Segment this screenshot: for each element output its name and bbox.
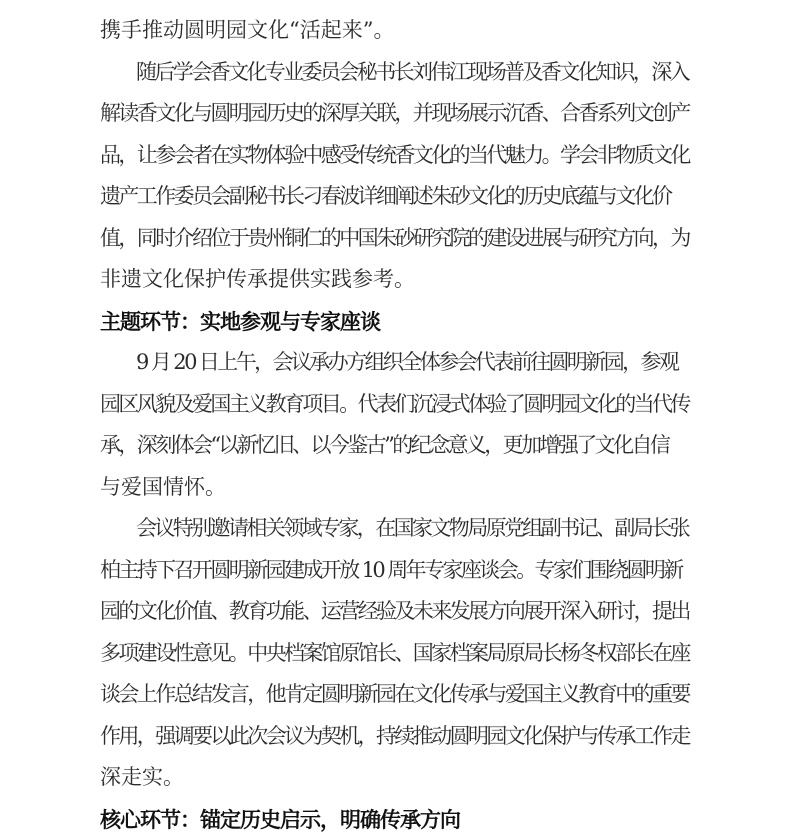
- body-text-line: 非遗文化保护传承提供实践参考。: [100, 267, 415, 291]
- body-text-line: 园的文化价值、教育功能、运营经验及未来发展方向展开深入研讨，提出: [100, 599, 689, 623]
- body-text-line: 承，深刻体会“以新忆旧、以今鉴古”的纪念意义，更加增强了文化自信: [100, 433, 669, 457]
- body-text-line: 作用，强调要以此次会议为契机，持续推动圆明园文化保护与传承工作走: [100, 723, 689, 748]
- body-text-line: 多项建设性意见。中央档案馆原馆长、国家档案局原局长杨冬权部长在座: [100, 640, 689, 665]
- body-text-line: 解读香文化与圆明园历史的深厚关联，并现场展示沉香、合香系列文创产: [100, 101, 689, 125]
- body-text-line: 柏主持下召开圆明新园建成开放 10 周年专家座谈会。专家们围绕圆明新: [100, 557, 682, 582]
- body-text-line: 品，让参会者在实物体验中感受传统香文化的当代魅力。学会非物质文化: [100, 142, 689, 167]
- body-text-line: 谈会上作总结发言，他肯定圆明新园在文化传承与爱国主义教育中的重要: [100, 682, 689, 706]
- body-text-line: 与爱国情怀。: [100, 474, 226, 499]
- body-text-line: 园区风貌及爱国主义教育项目。代表们沉浸式体验了圆明园文化的当代传: [100, 391, 689, 416]
- body-text-line: 深走实。: [100, 765, 184, 789]
- body-text-line: 携手推动圆明园文化“活起来”。: [100, 18, 395, 42]
- section-heading: 主题环节：实地参观与专家座谈: [100, 308, 380, 334]
- section-heading: 核心环节：锚定历史启示，明确传承方向: [100, 806, 460, 832]
- body-text-line: 9 月 20 日上午，会议承办方组织全体参会代表前往圆明新园，参观: [136, 350, 678, 374]
- body-text-line: 会议特别邀请相关领域专家，在国家文物局原党组副书记、副局长张: [136, 516, 688, 540]
- body-text-line: 遗产工作委员会副秘书长刁春波详细阐述朱砂文化的历史底蕴与文化价: [100, 184, 671, 208]
- document-text-block: [100, 10, 692, 836]
- body-text-line: 值，同时介绍位于贵州铜仁的中国朱砂研究院的建设进展与研究方向，为: [100, 225, 689, 250]
- body-text-line: 随后学会香文化专业委员会秘书长刘伟江现场普及香文化知识，深入: [136, 59, 688, 84]
